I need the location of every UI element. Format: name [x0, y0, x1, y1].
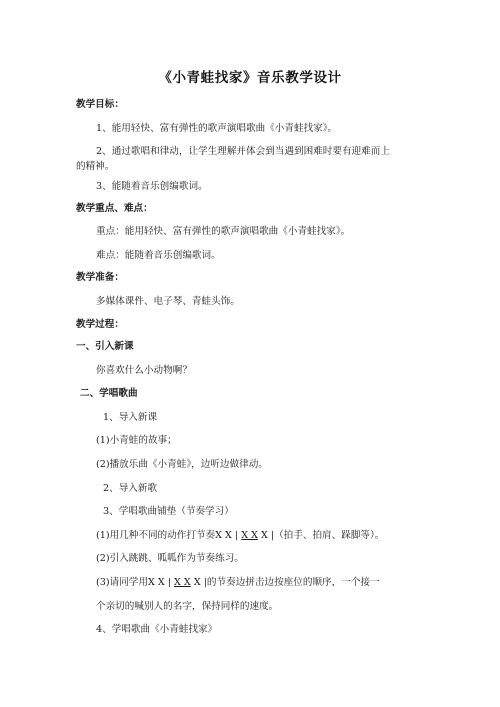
prep-heading: 教学准备：: [76, 272, 124, 283]
step-3-b: (2)引入跳跳、呱呱作为节奏练习。: [96, 553, 244, 564]
goals-heading: 教学目标：: [76, 99, 124, 110]
step-3-a-pre: (1)用几种不同的动作打节奏X X |: [96, 530, 239, 541]
goal-1: 1、能用轻快、富有弹性的歌声演唱歌曲《小青蛙找家》。: [96, 123, 338, 134]
process-heading: 教学过程：: [76, 319, 124, 330]
step-3-c-post: X |的节奏边拼击边按座位的顺序，一个接一: [193, 577, 380, 588]
difficult-point: 难点：能随着音乐创编歌词。: [96, 250, 221, 261]
goal-2-line1: 2、通过歌唱和律动，让学生理解并体会到当遇到困难时要有迎难而上: [96, 146, 390, 157]
prep-items: 多媒体课件、电子琴、青蛙头饰。: [96, 296, 240, 307]
step-2: 2、导入新歌: [103, 483, 158, 494]
step-1-a: (1)小青蛙的故事；: [96, 435, 177, 446]
step-3-c-rhythm: X X: [174, 577, 191, 588]
section-1-heading: 一、引入新课: [76, 341, 134, 352]
step-3-c: [96, 577, 380, 589]
step-3: 3、学唱歌曲铺垫（节奏学习）: [103, 506, 234, 517]
goal-2-line2: 的精神。: [76, 161, 115, 172]
goal-3: 3、能随着音乐创编歌词。: [96, 181, 208, 192]
section-2-heading: 二、学唱歌曲: [80, 388, 138, 399]
step-4: 4、学唱歌曲《小青蛙找家》: [96, 624, 218, 635]
document-title: 《小青蛙找家》音乐教学设计: [158, 70, 342, 86]
step-1-b: (2)播放乐曲《小青蛙》，边听边做律动。: [96, 459, 268, 470]
step-3-a-rhythm: X X: [241, 530, 258, 541]
section-1-question: 你喜欢什么小动物啊？: [96, 365, 192, 376]
step-3-c-pre: (3)请同学用X X |: [96, 577, 171, 588]
step-3-a: [96, 530, 384, 542]
key-point: 重点：能用轻快、富有弹性的歌声演唱歌曲《小青蛙找家》。: [96, 226, 351, 237]
step-3-c-line2: 个亲切的喊别人的名字，保持同样的速度。: [96, 601, 279, 612]
key-heading: 教学重点、难点：: [76, 203, 153, 214]
step-3-a-post: X |（拍手、拍肩、跺脚等）。: [260, 530, 385, 541]
step-1: 1、导入新课: [103, 412, 158, 423]
